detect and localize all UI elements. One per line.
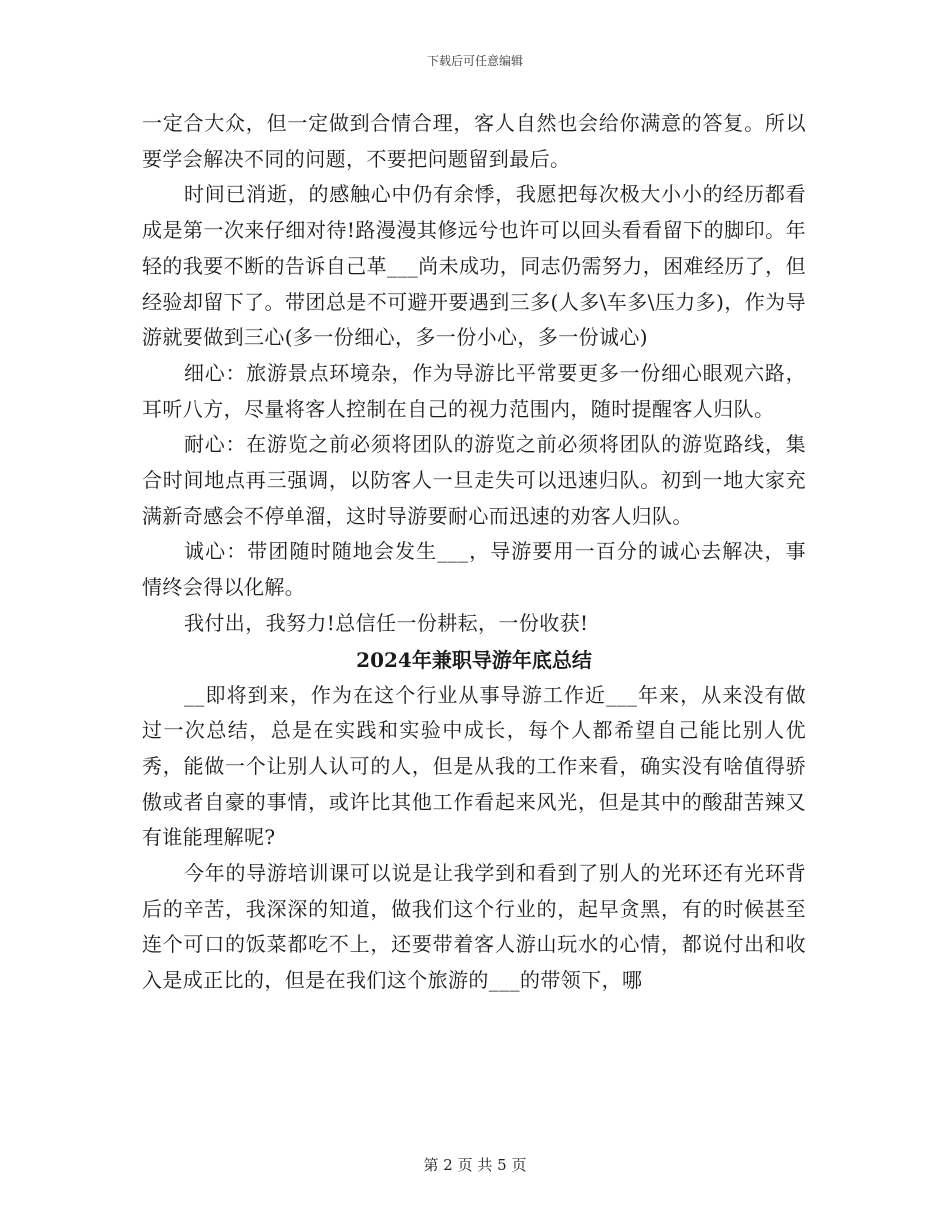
paragraph: 时间已消逝，的感触心中仍有余悸，我愿把每次极大小小的经历都看成是第一次来仔细对待!路漫漫其修远兮也许可以回头看看留下的脚印。年轻的我要不断的告诉自己革___尚未成功，同志仍需努力，困难经历了，但经验却留下了。带团总是不可避开要遇到三多(人多\车多\压力多)，作为导游就要做到三心(多一份细心，多一份小心，多一份诚心) xyxy=(142,182,806,350)
paragraph: 一定合大众，但一定做到合情合理，客人自然也会给你满意的答复。所以要学会解决不同的问题，不要把问题留到最后。 xyxy=(142,111,806,171)
document-body xyxy=(142,106,806,999)
page-header: 下载后可任意编辑 xyxy=(426,54,523,68)
paragraph: 诚心：带团随时随地会发生___，导游要用一百分的诚心去解决，事情终会得以化解。 xyxy=(142,539,806,600)
paragraph: 细心：旅游景点环境杂，作为导游比平常要更多一份细心眼观六路，耳听八方，尽量将客人控制在自己的视力范围内，随时提醒客人归队。 xyxy=(142,360,806,421)
section-title: 2024年兼职导游年底总结 xyxy=(356,647,592,672)
paragraph: __即将到来，作为在这个行业从事导游工作近___年来，从来没有做过一次总结，总是在实践和实验中成长，每个人都希望自己能比别人优秀，能做一个让别人认可的人，但是从我的工作来看，确实没有啥值得骄傲或者自豪的事情，或许比其他工作看起来风光，但是其中的酸甜苦辣又有谁能理解呢? xyxy=(142,682,806,850)
page-footer: 第 2 页 共 5 页 xyxy=(423,1156,527,1174)
paragraph: 我付出，我努力!总信任一份耕耘，一份收获! xyxy=(184,610,589,635)
paragraph: 耐心：在游览之前必须将团队的游览之前必须将团队的游览路线，集合时间地点再三强调，以防客人一旦走失可以迅速归队。初到一地大家充满新奇感会不停单溜，这时导游要耐心而迅速的劝客人归队。 xyxy=(142,432,806,528)
paragraph: 今年的导游培训课可以说是让我学到和看到了别人的光环还有光环背后的辛苦，我深深的知道，做我们这个行业的，起早贪黑，有的时候甚至连个可口的饭菜都吃不上，还要带着客人游山玩水的心情，都说付出和收入是成正比的，但是在我们这个旅游的___的带领下，哪 xyxy=(142,861,806,993)
